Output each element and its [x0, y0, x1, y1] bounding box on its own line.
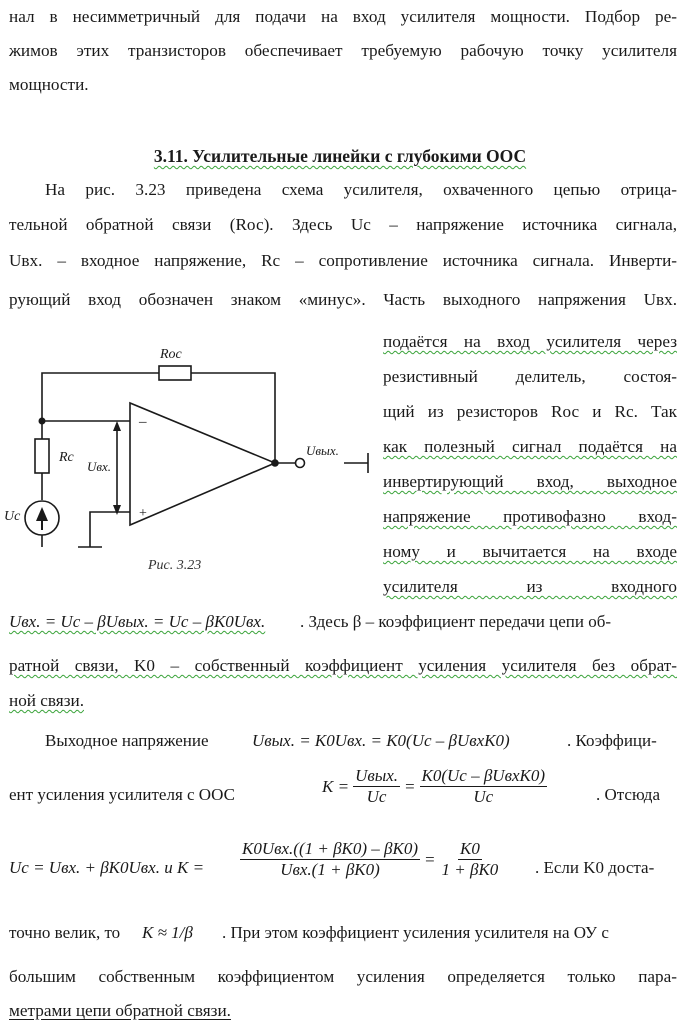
text-line	[383, 506, 677, 528]
circuit-figure	[0, 325, 380, 585]
text-line	[222, 923, 609, 943]
text-span: . Здесь β – коэффициент передачи цепи об-	[300, 612, 612, 631]
formula-text: K ≈ 1/β	[142, 923, 193, 942]
text-line	[383, 331, 677, 353]
text-span: ному и вычитается на входе	[383, 542, 677, 561]
numerator: Uвых.	[355, 766, 399, 785]
text-span: резистивный делитель, состоя-	[383, 367, 677, 386]
text-span: . При этом коэффициент усиления усилителя на ОУ с	[222, 923, 609, 942]
figure-caption: Рис. 3.23	[148, 558, 202, 573]
text-line	[9, 655, 677, 677]
text-span: . Коэффици-	[567, 731, 657, 750]
resistor-roc	[159, 366, 191, 380]
text-line	[9, 966, 677, 988]
formula-text: Uвых. = K0Uвх. = K0(Uс – βUвхK0)	[252, 731, 510, 750]
text-span: подаётся на вход усилителя через	[383, 332, 677, 351]
denominator: Uвх.(1 + βK0)	[280, 860, 380, 879]
text-span: большим собственным коэффициентом усиления определяется только пара-	[9, 967, 677, 986]
text-line	[567, 731, 657, 751]
text-line	[45, 179, 677, 201]
formula-uvx	[9, 612, 265, 632]
heading-text: 3.11. Усилительные линейки с глубокими ООС	[153, 146, 527, 166]
numerator: K0(Uс – βUвхK0)	[421, 766, 546, 785]
text-span: жимов этих транзисторов обеспечивает требуемую рабочую точку усилителя	[9, 41, 677, 60]
label-rc: Rс	[59, 450, 74, 465]
resistor-rc	[35, 439, 49, 473]
text-line	[383, 471, 677, 493]
formula-text: Uвх. = Uс – βUвых. = Uс – βK0Uвх.	[9, 612, 266, 631]
text-line	[9, 214, 677, 236]
section-heading	[0, 146, 680, 167]
text-line	[9, 250, 677, 272]
formula-k-derivation	[240, 839, 500, 880]
text-span: На рис. 3.23 приведена схема усилителя, охваченного цепью отрица-	[45, 180, 677, 199]
text-span: тельной обратной связи (Rос). Здесь Uс – напряжение источника сигнала,	[9, 215, 677, 234]
text-span: ной связи.	[9, 691, 84, 710]
text-line	[383, 401, 677, 423]
text-line	[535, 858, 654, 878]
label-roc: Rос	[160, 347, 182, 362]
fraction	[240, 839, 420, 880]
formula-gain	[322, 766, 547, 807]
label-uvx: Uвх.	[87, 459, 112, 474]
text-span: напряжение противофазно вход-	[383, 507, 677, 526]
label-uvyx: Uвых.	[306, 443, 339, 458]
denominator: Uс	[473, 787, 494, 806]
fraction	[440, 839, 501, 880]
formula-uc	[9, 858, 204, 878]
text-span: мощности.	[9, 75, 89, 94]
denominator: 1 + βK0	[441, 860, 499, 879]
fraction	[420, 766, 548, 807]
formula-uvyx	[252, 731, 510, 751]
denominator: Uс	[366, 787, 387, 806]
text-span: . Если K0 доста-	[535, 858, 655, 877]
text-span: как полезный сигнал подаётся на	[383, 437, 677, 456]
text-span: . Отсюда	[596, 785, 660, 804]
text-line	[9, 785, 235, 805]
formula-text: K =	[322, 776, 350, 796]
text-span: Выходное напряжение	[45, 731, 209, 750]
text-span: рующий вход обозначен знаком «минус». Часть выходного напряжения Uвх.	[9, 290, 677, 309]
formula-text: Uс = Uвх. + βK0Uвх. и K =	[9, 858, 205, 877]
text-span: ратной связи, K0 – собственный коэффициент усиления усилителя без обрат-	[9, 656, 677, 675]
equals-sign: =	[424, 849, 436, 869]
text-line	[383, 436, 677, 458]
text-line	[9, 6, 677, 28]
text-line	[383, 541, 677, 563]
text-span: щий из резисторов Rос и Rс. Так	[383, 402, 677, 421]
fraction	[353, 766, 400, 807]
text-span: ент усиления усилителя с ООС	[9, 785, 235, 804]
text-line	[9, 1000, 677, 1022]
label-minus: –	[139, 414, 147, 430]
text-line	[9, 74, 677, 96]
numerator: K0	[459, 839, 480, 858]
text-line	[45, 731, 209, 751]
text-line	[383, 576, 677, 598]
text-span: метрами цепи обратной связи.	[9, 1001, 231, 1020]
label-plus: +	[139, 506, 147, 521]
text-line	[596, 785, 660, 805]
text-line	[9, 40, 677, 62]
text-span: точно велик, то	[9, 923, 121, 942]
text-line	[9, 289, 677, 311]
text-span: нал в несимметричный для подачи на вход усилителя мощности. Подбор ре-	[9, 7, 677, 26]
op-amp	[130, 403, 275, 525]
label-uc: Uс	[4, 509, 21, 524]
text-span: Uвх. – входное напряжение, Rс – сопротивление источника сигнала. Инверти-	[9, 251, 677, 270]
numerator: K0Uвх.((1 + βK0) – βK0)	[242, 839, 419, 858]
text-line	[383, 366, 677, 388]
formula-approx	[142, 923, 193, 943]
text-line	[9, 923, 120, 943]
text-line	[9, 690, 677, 712]
text-span: усилителя из входного	[383, 577, 677, 596]
text-line	[300, 612, 611, 632]
text-span: инвертирующий вход, выходное	[383, 472, 677, 491]
equals-sign: =	[404, 776, 416, 796]
